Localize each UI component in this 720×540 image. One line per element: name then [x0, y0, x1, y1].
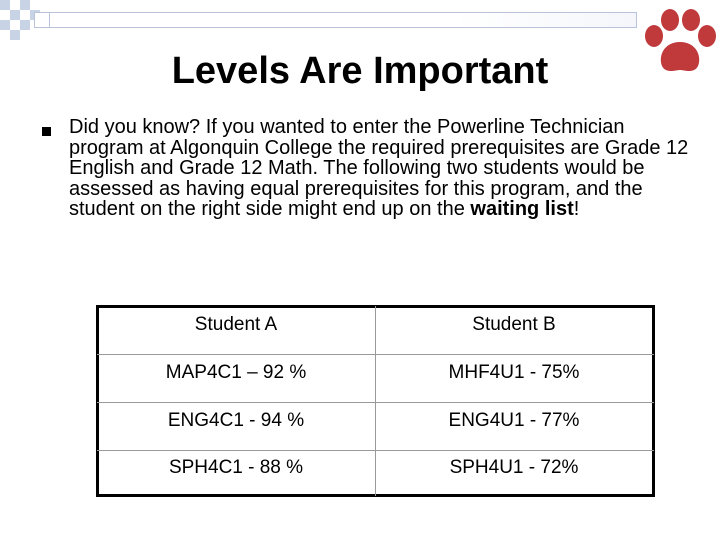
header-student-a: Student A	[194, 314, 278, 335]
table-cell: MAP4C1 – 92 %	[165, 362, 307, 383]
header-student-b: Student B	[472, 314, 556, 335]
slide-title: Levels Are Important	[171, 50, 549, 92]
table-cell: ENG4U1 - 77%	[448, 410, 580, 431]
row-divider	[97, 450, 654, 451]
bullet-text-emphasis: waiting list	[470, 198, 574, 220]
table-cell: SPH4U1 - 72%	[449, 457, 579, 478]
comparison-table	[96, 305, 655, 497]
bullet-text-main: Did you know? If you wanted to enter the Powerline Technician program at Algonquin College the required prerequisites are Grade 12 English and Grade 12 Math. The following two students would be assessed as having equal prerequisites for this program, and the student on the right side might end up on the	[69, 116, 689, 220]
square-bullet-icon	[42, 127, 51, 136]
bullet-text	[69, 117, 699, 220]
table-cell: SPH4C1 - 88 %	[168, 457, 304, 478]
decorative-header-bar	[34, 12, 637, 28]
row-divider	[97, 402, 654, 403]
table-cell: ENG4C1 - 94 %	[167, 410, 305, 431]
table-cell: MHF4U1 - 75%	[448, 362, 580, 383]
row-divider	[97, 354, 654, 355]
decorative-header-cell	[34, 12, 50, 28]
bullet-text-end: !	[573, 198, 580, 220]
